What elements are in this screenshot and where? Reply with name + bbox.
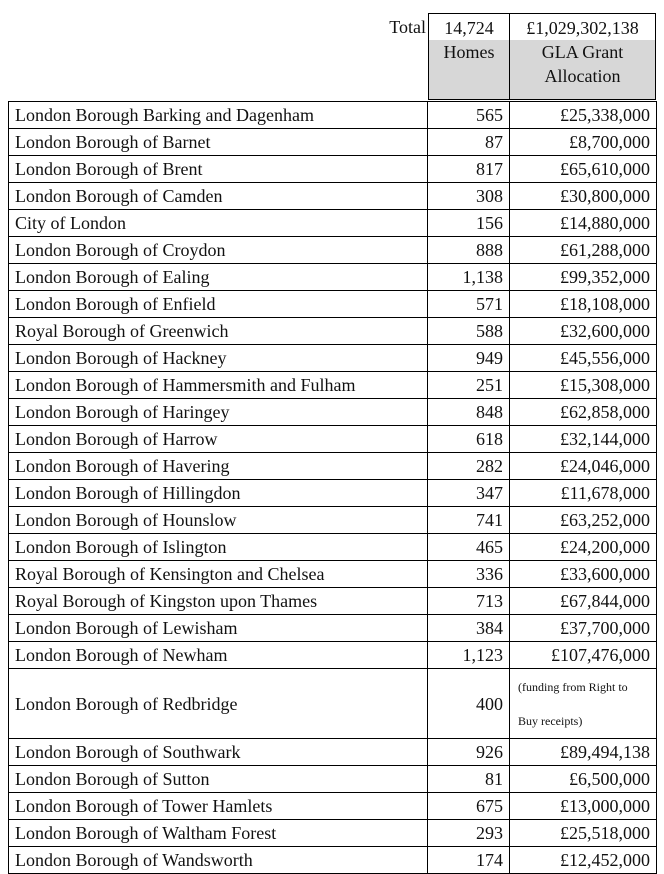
borough-name-cell: Royal Borough of Kensington and Chelsea <box>9 561 428 588</box>
grant-cell: £33,600,000 <box>510 561 657 588</box>
grant-cell: £62,858,000 <box>510 399 657 426</box>
grant-cell: £67,844,000 <box>510 588 657 615</box>
homes-cell: 174 <box>428 847 510 874</box>
grant-cell: £11,678,000 <box>510 480 657 507</box>
table-row <box>9 426 657 453</box>
column-header-homes: Homes <box>428 40 510 100</box>
grant-cell: £25,518,000 <box>510 820 657 847</box>
homes-cell: 400 <box>428 669 510 739</box>
grant-cell: £6,500,000 <box>510 766 657 793</box>
table-header <box>8 13 656 100</box>
borough-name-cell: London Borough of Brent <box>9 156 428 183</box>
borough-name-cell: London Borough of Ealing <box>9 264 428 291</box>
table-row <box>9 264 657 291</box>
total-label: Total <box>389 17 426 37</box>
borough-table <box>8 101 657 874</box>
homes-cell: 308 <box>428 183 510 210</box>
grant-cell: £45,556,000 <box>510 345 657 372</box>
table-row <box>9 318 657 345</box>
table-row <box>9 399 657 426</box>
grant-cell: £99,352,000 <box>510 264 657 291</box>
homes-cell: 888 <box>428 237 510 264</box>
table-row <box>9 183 657 210</box>
table-row <box>9 766 657 793</box>
borough-name-cell: London Borough of Islington <box>9 534 428 561</box>
homes-cell: 336 <box>428 561 510 588</box>
homes-cell: 741 <box>428 507 510 534</box>
table-row <box>9 102 657 129</box>
table-row <box>9 820 657 847</box>
column-header-grant-text: GLA Grant Allocation <box>541 42 624 86</box>
borough-name-cell: London Borough of Enfield <box>9 291 428 318</box>
table-row <box>9 210 657 237</box>
homes-cell: 87 <box>428 129 510 156</box>
grant-cell: £8,700,000 <box>510 129 657 156</box>
grant-cell: £65,610,000 <box>510 156 657 183</box>
total-homes: 14,724 <box>428 13 510 41</box>
grant-cell: £24,200,000 <box>510 534 657 561</box>
borough-name-cell: London Borough Barking and Dagenham <box>9 102 428 129</box>
homes-cell: 565 <box>428 102 510 129</box>
table-row <box>9 669 657 739</box>
borough-name-cell: London Borough of Harrow <box>9 426 428 453</box>
table-row <box>9 156 657 183</box>
borough-name-cell: Royal Borough of Kingston upon Thames <box>9 588 428 615</box>
borough-name-cell: London Borough of Wandsworth <box>9 847 428 874</box>
table-row <box>9 615 657 642</box>
homes-cell: 251 <box>428 372 510 399</box>
homes-cell: 949 <box>428 345 510 372</box>
borough-name-cell: London Borough of Haringey <box>9 399 428 426</box>
table-row <box>9 237 657 264</box>
grant-cell: £18,108,000 <box>510 291 657 318</box>
grant-cell: £24,046,000 <box>510 453 657 480</box>
borough-name-cell: London Borough of Hammersmith and Fulham <box>9 372 428 399</box>
homes-cell: 926 <box>428 739 510 766</box>
grant-cell: £89,494,138 <box>510 739 657 766</box>
column-header-grant <box>509 40 656 100</box>
grant-cell: (funding from Right to Buy receipts) <box>510 669 657 739</box>
grant-cell: £14,880,000 <box>510 210 657 237</box>
borough-name-cell: London Borough of Hounslow <box>9 507 428 534</box>
table-row <box>9 291 657 318</box>
table-row <box>9 534 657 561</box>
borough-name-cell: London Borough of Tower Hamlets <box>9 793 428 820</box>
table-row <box>9 507 657 534</box>
homes-cell: 156 <box>428 210 510 237</box>
borough-name-cell: London Borough of Redbridge <box>9 669 428 739</box>
total-grant: £1,029,302,138 <box>509 13 656 41</box>
grant-cell: £63,252,000 <box>510 507 657 534</box>
borough-name-cell: London Borough of Croydon <box>9 237 428 264</box>
homes-cell: 81 <box>428 766 510 793</box>
homes-cell: 347 <box>428 480 510 507</box>
homes-cell: 1,123 <box>428 642 510 669</box>
grant-cell: £25,338,000 <box>510 102 657 129</box>
homes-cell: 384 <box>428 615 510 642</box>
grant-cell: £37,700,000 <box>510 615 657 642</box>
homes-cell: 675 <box>428 793 510 820</box>
homes-cell: 588 <box>428 318 510 345</box>
homes-cell: 848 <box>428 399 510 426</box>
homes-cell: 293 <box>428 820 510 847</box>
table-row <box>9 642 657 669</box>
homes-cell: 465 <box>428 534 510 561</box>
borough-name-cell: City of London <box>9 210 428 237</box>
homes-cell: 1,138 <box>428 264 510 291</box>
borough-name-cell: London Borough of Southwark <box>9 739 428 766</box>
borough-name-cell: London Borough of Barnet <box>9 129 428 156</box>
table-row <box>9 453 657 480</box>
table-row <box>9 129 657 156</box>
grant-cell: £107,476,000 <box>510 642 657 669</box>
grant-cell: £30,800,000 <box>510 183 657 210</box>
borough-name-cell: London Borough of Havering <box>9 453 428 480</box>
borough-name-cell: London Borough of Camden <box>9 183 428 210</box>
table-row <box>9 480 657 507</box>
grant-cell: £32,600,000 <box>510 318 657 345</box>
table-row <box>9 739 657 766</box>
table-row <box>9 372 657 399</box>
grant-cell: £15,308,000 <box>510 372 657 399</box>
borough-name-cell: London Borough of Lewisham <box>9 615 428 642</box>
homes-cell: 618 <box>428 426 510 453</box>
grant-cell: £32,144,000 <box>510 426 657 453</box>
homes-cell: 571 <box>428 291 510 318</box>
grant-cell: £13,000,000 <box>510 793 657 820</box>
homes-cell: 282 <box>428 453 510 480</box>
borough-name-cell: London Borough of Newham <box>9 642 428 669</box>
borough-name-cell: London Borough of Hackney <box>9 345 428 372</box>
borough-name-cell: London Borough of Hillingdon <box>9 480 428 507</box>
homes-cell: 817 <box>428 156 510 183</box>
borough-name-cell: London Borough of Waltham Forest <box>9 820 428 847</box>
table-row <box>9 847 657 874</box>
borough-name-cell: London Borough of Sutton <box>9 766 428 793</box>
table-row <box>9 793 657 820</box>
borough-name-cell: Royal Borough of Greenwich <box>9 318 428 345</box>
grant-cell: £12,452,000 <box>510 847 657 874</box>
table-row <box>9 561 657 588</box>
grant-cell: £61,288,000 <box>510 237 657 264</box>
table-row <box>9 345 657 372</box>
table-row <box>9 588 657 615</box>
homes-cell: 713 <box>428 588 510 615</box>
